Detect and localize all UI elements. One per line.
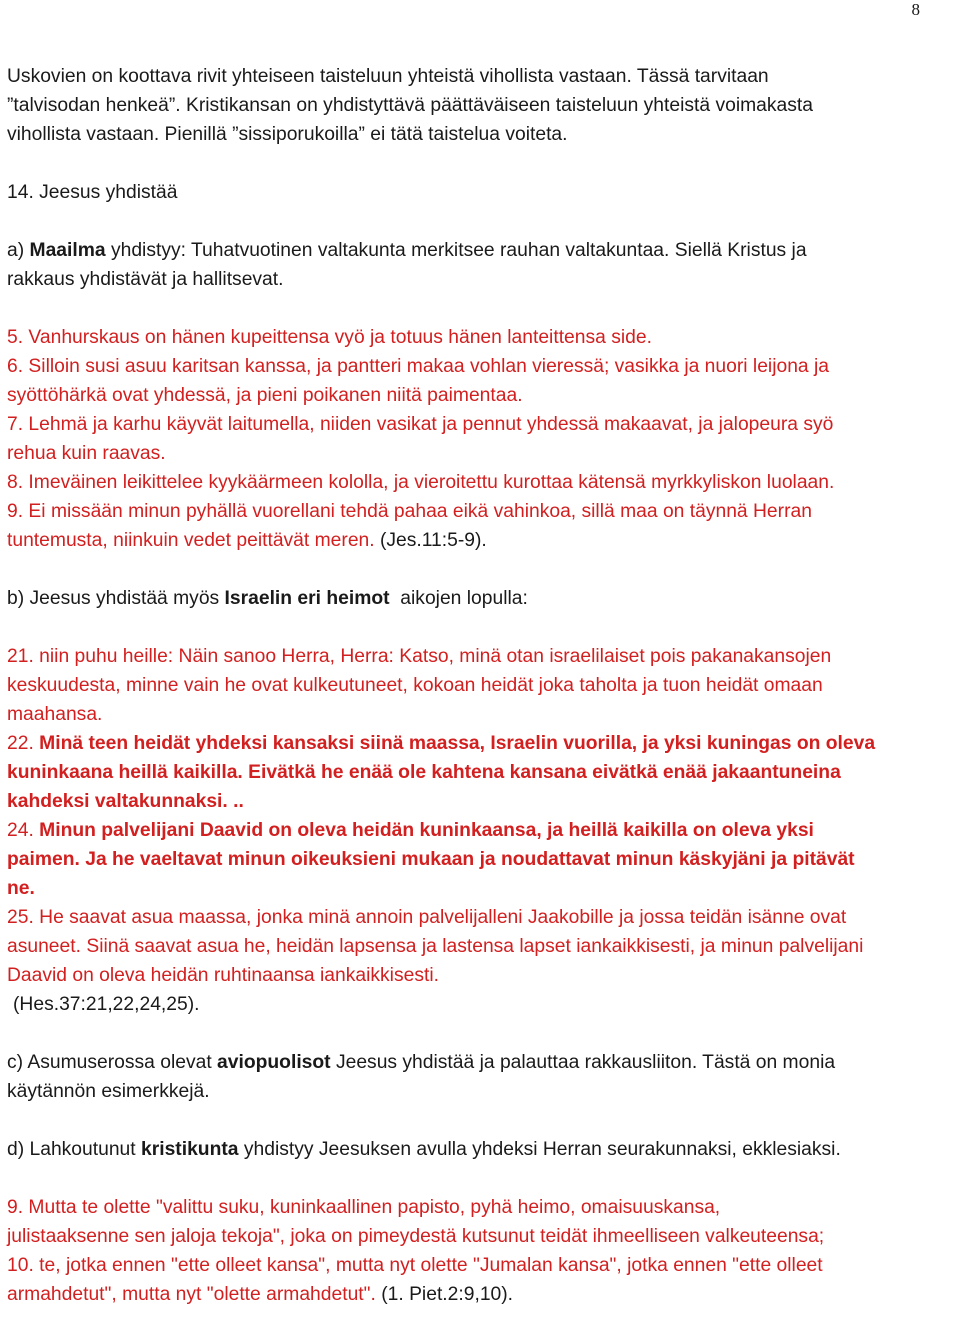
ezekiel-quote bbox=[7, 642, 957, 990]
text-line: ”talvisodan henkeä”. Kristikansan on yhdistyttävä päättäväiseen taisteluun yhteistä voimakasta bbox=[7, 95, 813, 116]
verse-line: asuneet. Siinä saavat asua he, heidän lapsensa ja lastensa lapset iankaikkisesti, ja minun palvelijani bbox=[7, 936, 864, 957]
verse-line bbox=[7, 816, 957, 845]
document-body bbox=[7, 62, 957, 1309]
text-span: Jeesus yhdistää ja palauttaa rakkausliiton. Tästä on monia bbox=[330, 1052, 836, 1073]
verse-line: ne. bbox=[7, 878, 35, 899]
verse-line bbox=[7, 526, 957, 555]
verse-line: 8. Imeväinen leikittelee kyykäärmeen kololla, ja vieroitettu kurottaa kätensä myrkkyliskon luolaan. bbox=[7, 472, 835, 493]
point-prefix: a) bbox=[7, 240, 30, 261]
verse-line: paimen. Ja he vaeltavat minun oikeuksieni mukaan ja noudattavat minun käskyjäni ja pitävät bbox=[7, 849, 855, 870]
verse-text: Minä teen heidät yhdeksi kansaksi siinä maassa, Israelin vuorilla, ja yksi kuningas on oleva bbox=[39, 733, 876, 754]
verse-line: 9. Mutta te olette "valittu suku, kuninkaallinen papisto, pyhä heimo, omaisuuskansa, bbox=[7, 1197, 721, 1218]
verse-number: 24. bbox=[7, 820, 40, 841]
text-span: yhdistyy: Tuhatvuotinen valtakunta merkitsee rauhan valtakuntaa. Siellä Kristus ja bbox=[105, 240, 807, 261]
section-heading: 14. Jeesus yhdistää bbox=[7, 182, 178, 203]
verse-line: 9. Ei missään minun pyhällä vuorellani tehdä pahaa eikä vahinkoa, sillä maa on täynnä Herran bbox=[7, 501, 812, 522]
scripture-reference: (Hes.37:21,22,24,25). bbox=[13, 994, 200, 1015]
verse-line bbox=[7, 729, 957, 758]
verse-text: Minun palvelijani Daavid on oleva heidän kuninkaansa, ja heillä kaikilla on oleva yksi bbox=[39, 820, 814, 841]
bold-term: Maailma bbox=[29, 240, 106, 261]
intro-paragraph bbox=[7, 62, 957, 149]
verse-line: 10. te, jotka ennen "ette olleet kansa", mutta nyt olette "Jumalan kansa", jotka ennen "ette olleet bbox=[7, 1255, 823, 1276]
verse-line: kahdeksi valtakunnaksi. .. bbox=[7, 791, 244, 812]
verse-text: armahdetut", mutta nyt "olette armahdetut". bbox=[7, 1284, 376, 1305]
peter-quote bbox=[7, 1193, 957, 1309]
page-number: 8 bbox=[911, 0, 920, 19]
text-line: vihollista vastaan. Pienillä ”sissiporukoilla” ei tätä taistelua voiteta. bbox=[7, 124, 568, 145]
scripture-reference: (1. Piet.2:9,10). bbox=[375, 1284, 514, 1305]
verse-line: rehua kuin raavas. bbox=[7, 443, 166, 464]
verse-line: 7. Lehmä ja karhu käyvät laitumella, niiden vasikat ja pennut yhdessä makaavat, ja jalopeura syö bbox=[7, 414, 834, 435]
verse-line: kuninkaana heillä kaikilla. Eivätkä he enää ole kahtena kansana eivätkä enää jakaantuneina bbox=[7, 762, 841, 783]
bold-term: Israelin eri heimot bbox=[224, 588, 390, 609]
text-span: d) Lahkoutunut bbox=[7, 1139, 141, 1160]
verse-line: 5. Vanhurskaus on hänen kupeittensa vyö ja totuus hänen lanteittensa side. bbox=[7, 327, 652, 348]
text-line: Uskovien on koottava rivit yhteiseen taisteluun yhteistä vihollista vastaan. Tässä tarvitaan bbox=[7, 66, 769, 87]
verse-text: tuntemusta, niinkuin vedet peittävät meren. bbox=[7, 530, 375, 551]
verse-line: keskuudesta, minne vain he ovat kulkeutuneet, kokoan heidät joka taholta ja tuon heidät omaan bbox=[7, 675, 823, 696]
point-c bbox=[7, 1048, 957, 1106]
isaiah-quote bbox=[7, 323, 957, 555]
scripture-reference: (Jes.11:5-9). bbox=[374, 530, 487, 551]
verse-number: 22. bbox=[7, 733, 40, 754]
text-line bbox=[7, 1048, 957, 1077]
point-a bbox=[7, 236, 957, 294]
text-span: c) Asumuserossa olevat bbox=[7, 1052, 218, 1073]
text-span: b) Jeesus yhdistää myös bbox=[7, 588, 225, 609]
verse-line: julistaaksenne sen jaloja tekoja", joka on pimeydestä kutsunut teidät ihmeelliseen valkeuteensa; bbox=[7, 1226, 825, 1247]
text-span: yhdistyy Jeesuksen avulla yhdeksi Herran seurakunnaksi, ekklesiaksi. bbox=[238, 1139, 841, 1160]
verse-line: syöttöhärkä ovat yhdessä, ja pieni poikanen niitä paimentaa. bbox=[7, 385, 523, 406]
verse-line: 21. niin puhu heille: Näin sanoo Herra, Herra: Katso, minä otan israelilaiset pois pakanakansojen bbox=[7, 646, 832, 667]
verse-line: maahansa. bbox=[7, 704, 103, 725]
text-span: aikojen lopulla: bbox=[389, 588, 528, 609]
text-line: rakkaus yhdistävät ja hallitsevat. bbox=[7, 269, 284, 290]
bold-term: aviopuolisot bbox=[217, 1052, 331, 1073]
point-b bbox=[7, 584, 957, 613]
point-d bbox=[7, 1135, 957, 1164]
verse-line: 6. Silloin susi asuu karitsan kanssa, ja pantteri makaa vohlan vieressä; vasikka ja nuori leijona ja bbox=[7, 356, 830, 377]
verse-line: 25. He saavat asua maassa, jonka minä annoin palvelijalleni Jaakobille ja jossa teidän isänne ovat bbox=[7, 907, 847, 928]
text-line bbox=[7, 236, 957, 265]
verse-line bbox=[7, 1280, 957, 1309]
text-line: käytännön esimerkkejä. bbox=[7, 1081, 210, 1102]
verse-line: Daavid on oleva heidän ruhtinaansa iankaikkisesti. bbox=[7, 965, 439, 986]
bold-term: kristikunta bbox=[141, 1139, 239, 1160]
